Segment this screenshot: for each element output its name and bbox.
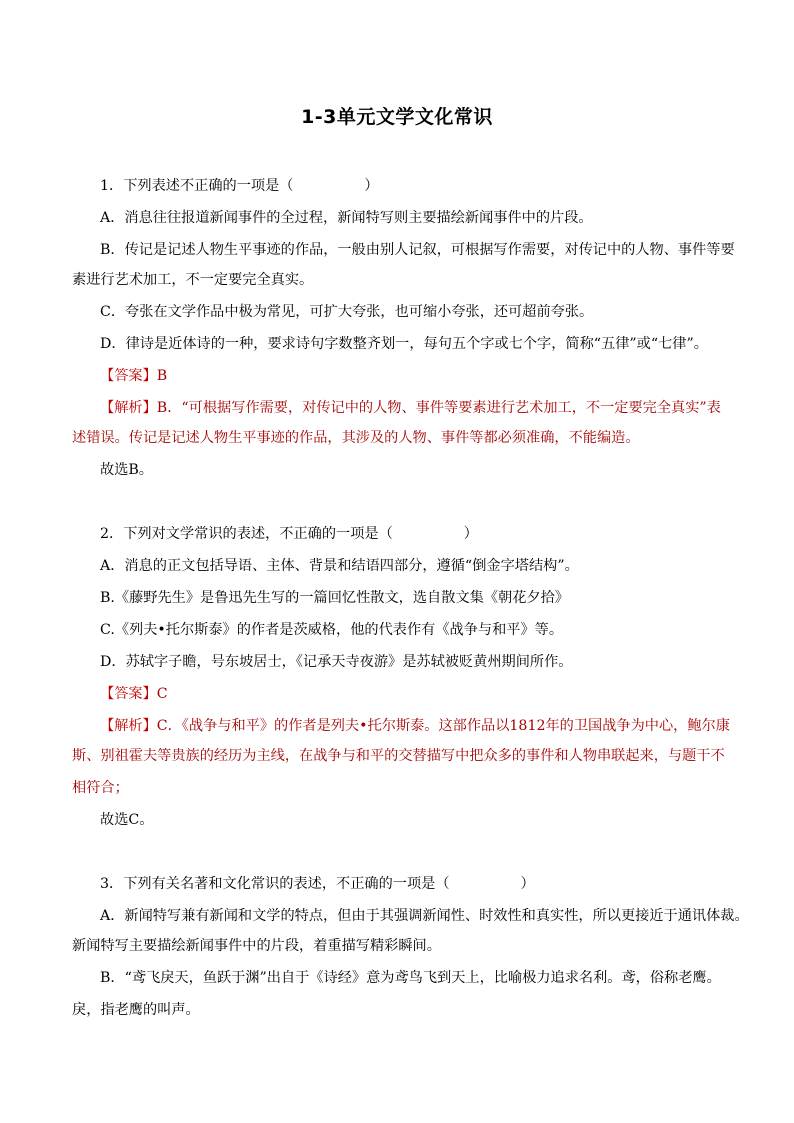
answer-value: B xyxy=(156,368,168,384)
question-1-option-a: A．消息往往报道新闻事件的全过程，新闻特写则主要描绘新闻事件中的片段。 xyxy=(100,210,593,226)
question-2-analysis-line-2: 斯、别祖霍夫等贵族的经历为主线，在战争与和平的交替描写中把众多的事件和人物串联起来，与题干不 xyxy=(72,748,725,764)
page-title: 1-3单元文学文化常识 xyxy=(301,106,493,128)
question-1-conclusion: 故选B。 xyxy=(100,462,153,478)
question-3-option-b-line-2: 戾，指老鹰的叫声。 xyxy=(72,1002,200,1018)
question-1-option-b-line-1: B．传记是记述人物生平事迹的作品，一般由别人记叙，可根据写作需要，对传记中的人物、事件等要 xyxy=(100,242,735,258)
question-3-option-a-line-2: 新闻特写主要描绘新闻事件中的片段，着重描写精彩瞬间。 xyxy=(72,938,441,954)
question-1-option-c: C．夸张在文学作品中极为常见，可扩大夸张，也可缩小夸张，还可超前夸张。 xyxy=(100,304,594,320)
question-1-stem: 1．下列表述不正确的一项是（ ） xyxy=(100,178,379,194)
question-2-answer xyxy=(100,684,168,706)
answer-label: 【答案】 xyxy=(100,368,157,384)
question-2-analysis-line-1 xyxy=(100,716,730,738)
question-3-option-a-line-1: A．新闻特写兼有新闻和文学的特点，但由于其强调新闻性、时效性和真实性，所以更接近于通讯体裁。 xyxy=(100,908,749,924)
question-3-stem: 3．下列有关名著和文化常识的表述，不正确的一项是（ ） xyxy=(100,876,535,892)
answer-label: 【答案】 xyxy=(100,686,157,702)
question-1-answer xyxy=(100,366,167,388)
question-1-analysis-line-2: 述错误。传记是记述人物生平事迹的作品，其涉及的人物、事件等都必须准确，不能编造。 xyxy=(72,430,640,446)
answer-value: C xyxy=(156,686,168,702)
question-3-option-b-line-1: B．“鸢飞戾天，鱼跃于渊”出自于《诗经》意为鸢鸟飞到天上，比喻极力追求名利。鸢，俗称老鹰。 xyxy=(100,970,721,986)
question-2-option-c: C.《列夫•托尔斯泰》的作者是茨威格，他的代表作有《战争与和平》等。 xyxy=(100,622,564,638)
question-2-analysis-line-3: 相符合； xyxy=(72,780,129,796)
question-1-option-d: D．律诗是近体诗的一种，要求诗句字数整齐划一，每句五个字或七个字，简称“五律”或“七律”。 xyxy=(100,336,708,352)
question-1-analysis-line-1 xyxy=(100,398,721,420)
analysis-label: 【解析】 xyxy=(100,718,157,734)
analysis-text: C．《战争与和平》的作者是列夫•托尔斯泰。这部作品以1812年的卫国战争为中心，鲍尔康 xyxy=(156,718,730,734)
analysis-text: B．“可根据写作需要，对传记中的人物、事件等要素进行艺术加工，不一定要完全真实”表 xyxy=(156,400,721,416)
question-2-option-d: D．苏轼字子瞻，号东坡居士，《记承天寺夜游》是苏轼被贬黄州期间所作。 xyxy=(100,654,573,670)
analysis-label: 【解析】 xyxy=(100,400,157,416)
question-2-stem: 2．下列对文学常识的表述，不正确的一项是（ ） xyxy=(100,526,478,542)
question-2-conclusion: 故选C。 xyxy=(100,812,154,828)
question-2-option-b: B.《藤野先生》是鲁迅先生写的一篇回忆性散文，选自散文集《朝花夕拾》 xyxy=(100,590,569,606)
question-1-option-b-line-2: 素进行艺术加工，不一定要完全真实。 xyxy=(72,272,314,288)
question-2-option-a: A．消息的正文包括导语、主体、背景和结语四部分，遵循“倒金字塔结构”。 xyxy=(100,558,579,574)
